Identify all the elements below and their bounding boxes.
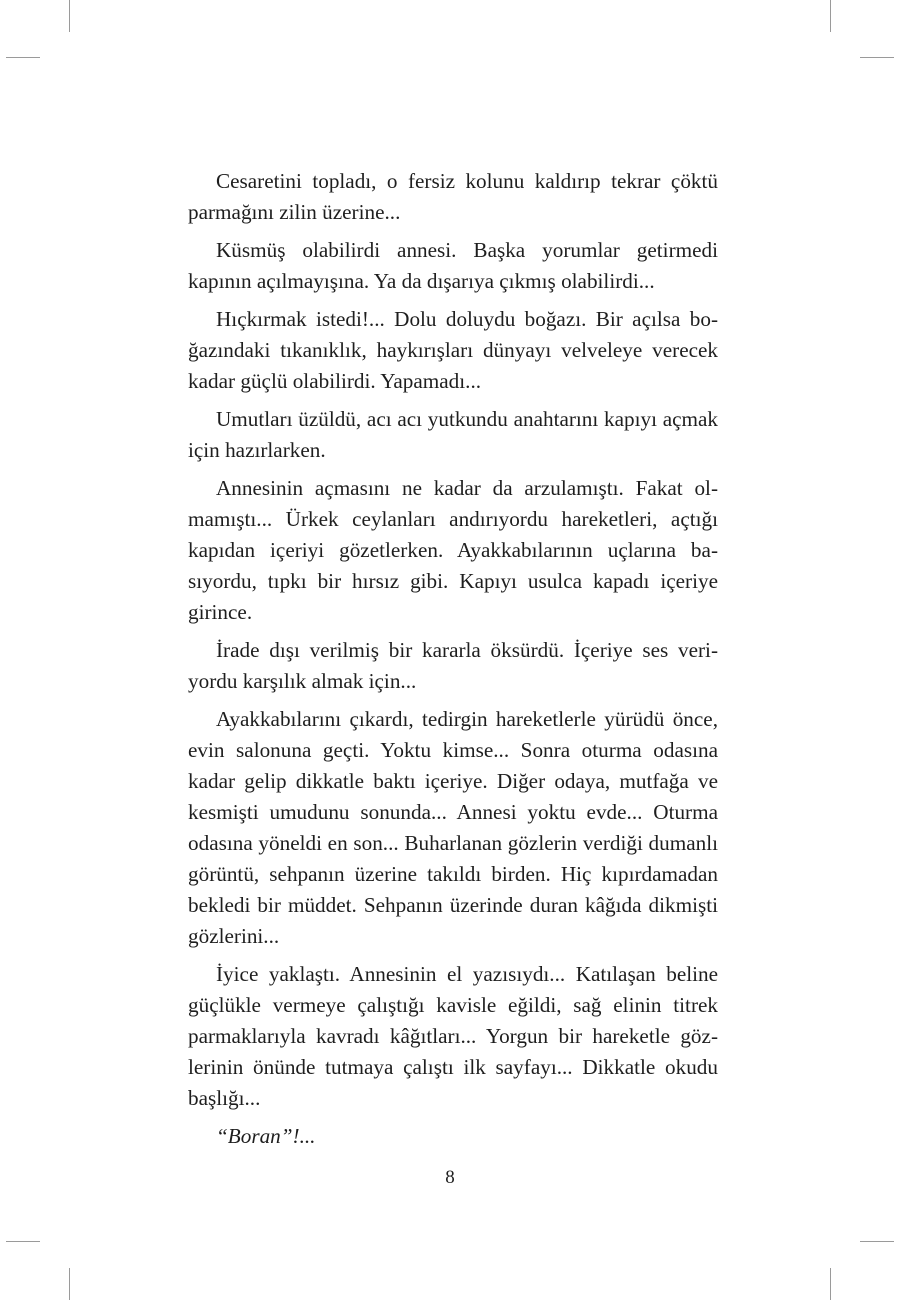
paragraph: İyice yaklaştı. Annesinin el yazısıydı... Katılaşan beline güçlükle vermeye çalıştığı kavisle eğildi, sağ elinin titrek parmaklarıyla kavradı kâğıtları... Yorgun bir hareketle gözlerinin önünde tutmaya çalıştı ilk sayfayı... Dikkatle okudu başlığı... xyxy=(188,962,718,1110)
body-text xyxy=(188,166,718,1159)
crop-mark-right-top xyxy=(860,57,894,58)
paragraph: Annesinin açmasını ne kadar da arzulamıştı. Fakat olmamıştı... Ürkek ceylanları andırıyordu hareketleri, açtığı kapıdan içeriyi gözetlerken. Ayakkabılarının uçlarına basıyordu, tıpkı bir hırsız gibi. Kapıyı usulca kapadı içeriye girince. xyxy=(188,476,718,624)
closing-quote-line: “Boran”!... xyxy=(216,1124,316,1148)
crop-mark-right-bottom xyxy=(860,1241,894,1242)
crop-mark-bottom-right xyxy=(830,1268,831,1300)
crop-mark-top-left xyxy=(69,0,70,32)
paragraph: Ayakkabılarını çıkardı, tedirgin hareketlerle yürüdü önce, evin salonuna geçti. Yoktu kimse... Sonra oturma odasına kadar gelip dikkatle baktı içeriye. Diğer odaya, mutfağa ve kesmişti umudunu sonunda... Annesi yoktu evde... Oturma odasına yöneldi en son... Buharlanan gözlerin verdiği dumanlı görüntü, sehpanın üzerine takıldı birden. Hiç kıpırdamadan bekledi bir müddet. Sehpanın üzerinde duran kâğıda dikmişti gözlerini... xyxy=(188,707,718,948)
crop-mark-top-right xyxy=(830,0,831,32)
paragraph: İrade dışı verilmiş bir kararla öksürdü. İçeriye ses veriyordu karşılık almak için... xyxy=(188,638,718,693)
crop-mark-bottom-left xyxy=(69,1268,70,1300)
crop-mark-left-top xyxy=(6,57,40,58)
paragraph: Hıçkırmak istedi!... Dolu doluydu boğazı. Bir açılsa boğazındaki tıkanıklık, haykırışları dünyayı velveleye verecek kadar güçlü olabilirdi. Yapamadı... xyxy=(188,307,718,393)
paragraph: Umutları üzüldü, acı acı yutkundu anahtarını kapıyı açmak için hazırlarken. xyxy=(188,407,718,462)
crop-mark-left-bottom xyxy=(6,1241,40,1242)
page-number: 8 xyxy=(445,1167,455,1188)
paragraph: Cesaretini topladı, o fersiz kolunu kaldırıp tekrar çöktü parmağını zilin üzerine... xyxy=(188,169,718,224)
paragraph: Küsmüş olabilirdi annesi. Başka yorumlar getirmedi kapının açılmayışına. Ya da dışarıya çıkmış olabilirdi... xyxy=(188,238,718,293)
